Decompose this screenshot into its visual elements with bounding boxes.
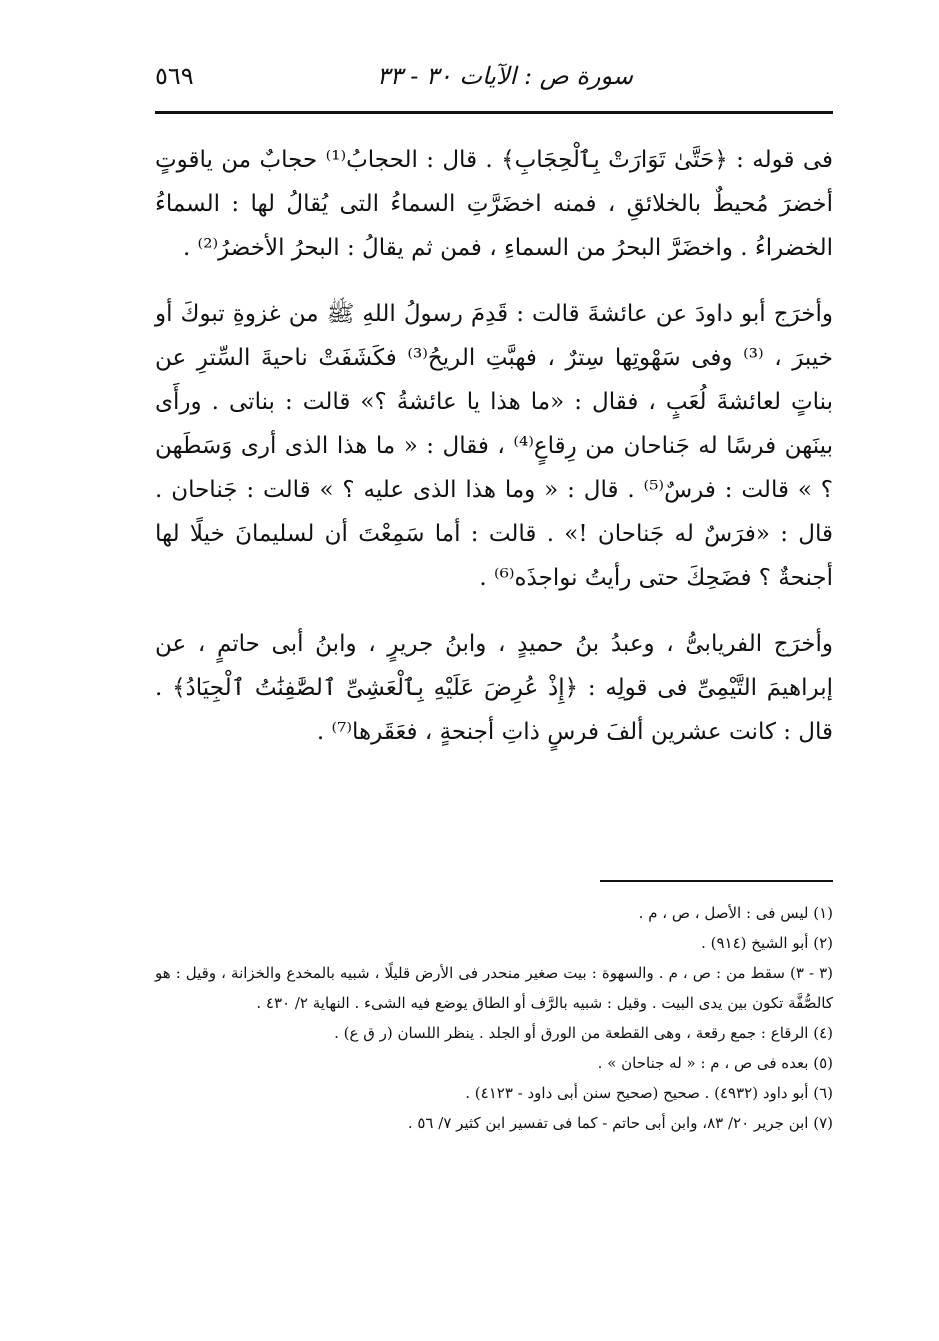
paragraph-text: وأخرَج الفريابىُّ ، وعبدُ بنُ حميدٍ ، وابنُ جريرٍ ، وابنُ أبى حاتمٍ ، عن إبراهيمَ التَّيْمِىِّ فى قولِه : ﴿إِذْ عُرِضَ عَلَيْهِ بِٱلْعَشِىِّ ٱلصَّٰفِنَٰتُ ٱلْجِيَادُ﴾ . قال : كانت عشرين ألفَ فرسٍ ذاتِ أجنحةٍ ، فعَقَرها⁽⁷⁾ . bbox=[155, 631, 833, 745]
footnote-3: (٣ - ٣) سقط من : ص ، م . والسهوة : بيت صغير منحدر فى الأرض قليلًا ، شبيه بالمخدع والخزانة ، وقيل : هو كالصُّفَّة تكون بين يدى البيت . وقيل : شبيه بالرَّف أو الطاق يوضع فيه الشىء . النهاية ٢/ ٤٣٠ . bbox=[155, 964, 833, 1012]
running-title: سورة ص : الآيات ٣٠ - ٣٣ bbox=[376, 62, 633, 90]
footnote-4: (٤) الرقاع : جمع رقعة ، وهى القطعة من الورق أو الجلد . ينظر اللسان (ر ق ع) . bbox=[334, 1024, 833, 1042]
paragraph-2 bbox=[155, 292, 833, 600]
footnote-divider bbox=[600, 880, 833, 882]
footnote-5: (٥) بعده فى ص ، م : « له جناحان » . bbox=[597, 1054, 833, 1072]
main-text bbox=[155, 138, 833, 776]
paragraph-3 bbox=[155, 622, 833, 754]
footnote-2: (٢) أبو الشيخ (٩١٤) . bbox=[701, 934, 833, 952]
footnote-7: (٧) ابن جرير ٢٠/ ٨٣، وابن أبى حاتم - كما فى تفسير ابن كثير ٧/ ٥٦ . bbox=[407, 1114, 833, 1132]
page-number: ٥٦٩ bbox=[155, 62, 194, 90]
page-header bbox=[155, 62, 833, 102]
paragraph-text: فى قوله : ﴿حَتَّىٰ تَوَارَتْ بِٱلْحِجَابِ﴾ . قال : الحجابُ⁽¹⁾ حجابٌ من ياقوتٍ أخضرَ مُحيطٌ بالخلائقِ ، فمنه اخضَرَّتِ السماءُ التى يُقالُ لها : السماءُ الخضراءُ . واخضَرَّ البحرُ من السماءِ ، فمن ثم يقالُ : البحرُ الأخضرُ⁽²⁾ . bbox=[155, 147, 833, 261]
footnote-6: (٦) أبو داود (٤٩٣٢) . صحيح (صحيح سنن أبى داود - ٤١٢٣) . bbox=[465, 1084, 833, 1102]
header-divider bbox=[155, 111, 833, 114]
paragraph-text: وأخرَج أبو داودَ عن عائشةَ قالت : قَدِمَ رسولُ اللهِ ﷺ من غزوةِ تبوكَ أو خيبرَ ، ⁽³⁾ وفى سَهْوتِها سِترٌ ، فهبَّتِ الريحُ⁽³⁾ فكَشَفَتْ ناحيةَ السِّترِ عن بناتٍ لعائشةَ لُعَبٍ ، فقال : «ما هذا يا عائشةُ ؟» قالت : بناتى . ورأَى بينَهن فرسًا له جَناحان من رِقاعٍ⁽⁴⁾ ، فقال : « ما هذا الذى أرى وَسَطَهن ؟ » قالت : فرسٌ⁽⁵⁾ . قال : « وما هذا الذى عليه ؟ » قالت : جَناحان . قال : «فرَسٌ له جَناحان !» . قالت : أما سَمِعْتَ أن لسليمانَ خيلًا لها أجنحةٌ ؟ فضَحِكَ حتى رأيتُ نواجذَه⁽⁶⁾ . bbox=[155, 301, 833, 591]
paragraph-1 bbox=[155, 138, 833, 270]
footnotes bbox=[155, 898, 833, 1138]
footnote-1: (١) ليس فى : الأصل ، ص ، م . bbox=[638, 904, 833, 922]
